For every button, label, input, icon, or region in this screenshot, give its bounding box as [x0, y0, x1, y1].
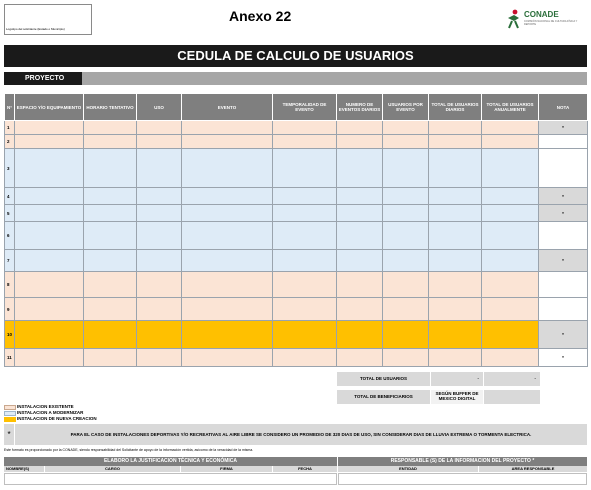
table-cell[interactable]: [137, 188, 182, 205]
total-beneficiaries-label: TOTAL DE BENEFICIARIOS: [337, 390, 430, 404]
table-row: [5, 149, 588, 188]
table-cell[interactable]: [482, 121, 539, 135]
total-beneficiaries-value[interactable]: [484, 390, 540, 404]
table-cell[interactable]: [383, 121, 429, 135]
table-row: [5, 121, 588, 135]
table-cell[interactable]: [429, 121, 482, 135]
table-cell[interactable]: [15, 205, 84, 222]
table-cell[interactable]: [383, 349, 429, 367]
project-label: PROYECTO: [4, 72, 82, 85]
note-cell[interactable]: [539, 298, 588, 321]
table-header-row: [5, 94, 588, 121]
prepared-by-header: ELABORO LA JUSTIFICACION TÉCNICA Y ECONÓMICA: [4, 457, 337, 466]
table-cell[interactable]: [429, 205, 482, 222]
note-star: *: [4, 424, 14, 445]
table-cell[interactable]: [337, 250, 383, 272]
table-cell[interactable]: [182, 135, 273, 149]
table-cell[interactable]: [337, 205, 383, 222]
table-cell[interactable]: [337, 298, 383, 321]
note-cell[interactable]: [539, 222, 588, 250]
buffer-label: SEGÚN BUFFER DE MEXICO DIGITAL: [431, 390, 483, 404]
table-cell[interactable]: [15, 149, 84, 188]
table-cell[interactable]: [182, 272, 273, 298]
table-cell[interactable]: [273, 272, 337, 298]
table-cell[interactable]: [429, 272, 482, 298]
table-cell[interactable]: [182, 222, 273, 250]
column-header: HORARIO TENTATIVO: [84, 94, 137, 121]
col-signature-label: FIRMA: [181, 466, 272, 472]
table-cell[interactable]: [15, 188, 84, 205]
table-cell[interactable]: [383, 321, 429, 349]
row-number: 2: [5, 135, 15, 149]
table-cell[interactable]: [84, 321, 137, 349]
table-row: [5, 349, 588, 367]
table-cell[interactable]: [482, 205, 539, 222]
table-cell[interactable]: [137, 298, 182, 321]
table-cell[interactable]: [84, 272, 137, 298]
note-cell[interactable]: [539, 272, 588, 298]
logo-caption: Logotipo del solicitante (Estado o Municipio): [6, 27, 65, 31]
note-cell[interactable]: *: [539, 250, 588, 272]
table-cell[interactable]: [137, 205, 182, 222]
table-cell[interactable]: [182, 349, 273, 367]
row-number: 9: [5, 298, 15, 321]
table-cell[interactable]: [15, 121, 84, 135]
column-header: TEMPORALIDAD DE EVENTO: [273, 94, 337, 121]
table-cell[interactable]: [429, 135, 482, 149]
column-header: TOTAL DE USUARIOS DIARIOS: [429, 94, 482, 121]
note-cell[interactable]: [539, 149, 588, 188]
table-cell[interactable]: [273, 188, 337, 205]
table-row: [5, 222, 588, 250]
table-cell[interactable]: [429, 222, 482, 250]
table-cell[interactable]: [84, 298, 137, 321]
table-row: [5, 272, 588, 298]
table-cell[interactable]: [182, 149, 273, 188]
column-header: NUMERO DE EVENTOS DIARIOS: [337, 94, 383, 121]
table-cell[interactable]: [273, 321, 337, 349]
note-cell[interactable]: *: [539, 188, 588, 205]
note-cell[interactable]: *: [539, 349, 588, 367]
col-name-label: NOMBRE(S): [4, 466, 44, 472]
table-cell[interactable]: [482, 149, 539, 188]
table-cell[interactable]: [137, 349, 182, 367]
table-row: [5, 135, 588, 149]
row-number: 11: [5, 349, 15, 367]
table-cell[interactable]: [429, 149, 482, 188]
table-cell[interactable]: [182, 250, 273, 272]
table-cell[interactable]: [182, 321, 273, 349]
table-cell[interactable]: [84, 149, 137, 188]
table-cell[interactable]: [337, 349, 383, 367]
table-cell[interactable]: [482, 272, 539, 298]
row-number: 6: [5, 222, 15, 250]
table-cell[interactable]: [429, 349, 482, 367]
table-cell[interactable]: [15, 349, 84, 367]
table-cell[interactable]: [482, 349, 539, 367]
row-number: 3: [5, 149, 15, 188]
table-row: [5, 321, 588, 349]
responsible-header: RESPONSABLE (S) DE LA INFORMACION DEL PROYECTO *: [338, 457, 587, 466]
table-cell[interactable]: [429, 188, 482, 205]
table-cell[interactable]: [383, 298, 429, 321]
note-text: PARA EL CASO DE INSTALACIONES DEPORTIVAS Y/O RECREATIVAS AL AIRE LIBRE SE CONSIDERO UN PROMEDIO DE 320 DIAS DE USO, SIN CONSIDERAR DIAS DE LLUVIA EXTREMA O TORMENTA ELECTRICA.: [15, 424, 587, 445]
table-cell[interactable]: [137, 321, 182, 349]
responsible-signature-area[interactable]: [338, 473, 587, 485]
table-row: [5, 250, 588, 272]
row-number: 8: [5, 272, 15, 298]
table-cell[interactable]: [337, 121, 383, 135]
table-cell[interactable]: [383, 188, 429, 205]
legend-label-new: INSTALACION DE NUEVA CREACION: [17, 416, 97, 421]
annex-title: Anexo 22: [229, 8, 292, 24]
table-cell[interactable]: [137, 222, 182, 250]
table-row: [5, 298, 588, 321]
table-cell[interactable]: [429, 321, 482, 349]
column-header: N°: [5, 94, 15, 121]
table-cell[interactable]: [383, 149, 429, 188]
table-cell[interactable]: [273, 205, 337, 222]
table-cell[interactable]: [182, 121, 273, 135]
total-users-annual: -: [484, 372, 540, 386]
table-cell[interactable]: [383, 135, 429, 149]
table-cell[interactable]: [383, 205, 429, 222]
legend-swatch-new: [4, 417, 16, 422]
table-cell[interactable]: [383, 250, 429, 272]
column-header: EVENTO: [182, 94, 273, 121]
table-cell[interactable]: [482, 321, 539, 349]
row-number: 10: [5, 321, 15, 349]
col-date-label: FECHA: [273, 466, 337, 472]
row-number: 1: [5, 121, 15, 135]
legend-swatch-existing: [4, 405, 16, 410]
table-cell[interactable]: [273, 135, 337, 149]
page-title: CEDULA DE CALCULO DE USUARIOS: [4, 45, 587, 67]
table-cell[interactable]: [429, 298, 482, 321]
table-cell[interactable]: [84, 121, 137, 135]
table-cell[interactable]: [337, 272, 383, 298]
table-cell[interactable]: [84, 250, 137, 272]
table-row: [5, 188, 588, 205]
table-cell[interactable]: [337, 188, 383, 205]
table-cell[interactable]: [182, 298, 273, 321]
table-row: [5, 205, 588, 222]
table-cell[interactable]: [429, 250, 482, 272]
column-header: NOTA: [539, 94, 588, 121]
table-cell[interactable]: [15, 272, 84, 298]
column-header: ESPACIO Y/O EQUIPAMIENTO: [15, 94, 84, 121]
table-cell[interactable]: [482, 188, 539, 205]
table-cell[interactable]: [137, 121, 182, 135]
row-number: 7: [5, 250, 15, 272]
table-cell[interactable]: [482, 250, 539, 272]
table-cell[interactable]: [337, 149, 383, 188]
table-cell[interactable]: [15, 298, 84, 321]
legend-swatch-modernize: [4, 411, 16, 416]
total-users-daily: -: [431, 372, 483, 386]
table-cell[interactable]: [482, 222, 539, 250]
table-cell[interactable]: [182, 188, 273, 205]
col-position-label: CARGO: [45, 466, 180, 472]
column-header: TOTAL DE USUARIOS ANUALMENTE: [482, 94, 539, 121]
brand-name: CONADE: [524, 10, 559, 19]
column-header: USO: [137, 94, 182, 121]
table-cell[interactable]: [273, 298, 337, 321]
table-cell[interactable]: [383, 222, 429, 250]
brand-subtitle: COMISIÓN NACIONAL DE CULTURA FÍSICA Y DEPORTE: [524, 20, 578, 26]
table-cell[interactable]: [273, 149, 337, 188]
table-cell[interactable]: [337, 222, 383, 250]
table-cell[interactable]: [337, 135, 383, 149]
table-cell[interactable]: [137, 250, 182, 272]
table-cell[interactable]: [15, 321, 84, 349]
note-cell[interactable]: *: [539, 205, 588, 222]
legend-label-existing: INSTALACION EXISTENTE: [17, 404, 74, 409]
table-cell[interactable]: [84, 349, 137, 367]
table-cell[interactable]: [273, 121, 337, 135]
table-cell[interactable]: [482, 135, 539, 149]
total-users-label: TOTAL DE USUARIOS: [337, 372, 430, 386]
table-cell[interactable]: [15, 135, 84, 149]
table-cell[interactable]: [482, 298, 539, 321]
footnote: Este formato es proporcionado por la CONADE, siendo responsabilidad del Solicitante de apoyo de la información vertida, asícomo de la veracidad de la misma.: [4, 448, 254, 452]
table-cell[interactable]: [273, 349, 337, 367]
conade-emblem-icon: [506, 9, 522, 29]
table-cell[interactable]: [84, 188, 137, 205]
table-cell[interactable]: [273, 250, 337, 272]
table-cell[interactable]: [84, 205, 137, 222]
column-header: USUARIOS POR EVENTO: [383, 94, 429, 121]
table-cell[interactable]: [137, 135, 182, 149]
table-cell[interactable]: [137, 272, 182, 298]
table-cell[interactable]: [182, 205, 273, 222]
legend-label-modernize: INSTALACION A MODERNIZAR: [17, 410, 84, 415]
project-name-field[interactable]: [4, 72, 587, 85]
note-cell[interactable]: *: [539, 321, 588, 349]
row-number: 4: [5, 188, 15, 205]
table-cell[interactable]: [84, 222, 137, 250]
table-cell[interactable]: [137, 149, 182, 188]
row-number: 5: [5, 205, 15, 222]
note-cell[interactable]: [539, 135, 588, 149]
table-cell[interactable]: [15, 222, 84, 250]
table-cell[interactable]: [273, 222, 337, 250]
table-cell[interactable]: [15, 250, 84, 272]
prepared-by-signature-area[interactable]: [4, 473, 337, 485]
users-calculation-table: [4, 93, 588, 367]
col-area-label: AREA RESPONSABLE: [479, 466, 587, 472]
conade-logo: [506, 9, 586, 31]
col-entity-label: ENTIDAD: [338, 466, 478, 472]
table-cell[interactable]: [383, 272, 429, 298]
table-cell[interactable]: [337, 321, 383, 349]
note-cell[interactable]: *: [539, 121, 588, 135]
table-cell[interactable]: [84, 135, 137, 149]
